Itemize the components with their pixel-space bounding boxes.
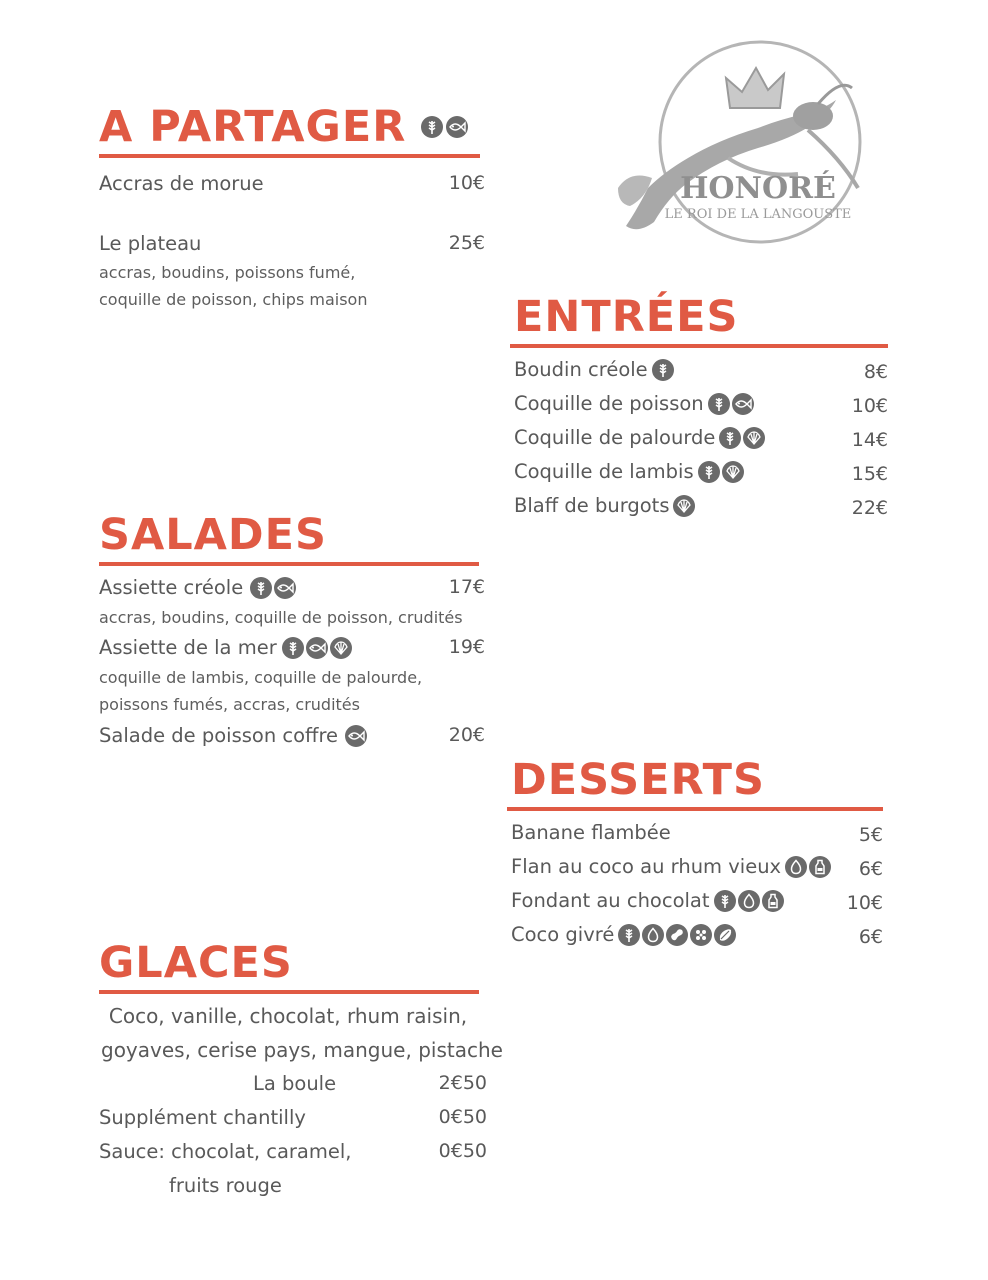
item-label: Coquille de poisson (514, 392, 704, 415)
glaces-flavors: Coco, vanille, chocolat, rhum raisin, (108, 1004, 468, 1028)
item-description: poissons fumés, accras, crudités (99, 695, 360, 714)
shell-icon (673, 495, 695, 517)
item-name (511, 855, 831, 878)
item-label: Coquille de lambis (514, 460, 694, 483)
wheat-icon (698, 461, 720, 483)
egg-icon (785, 856, 807, 878)
item-name: La boule (253, 1072, 337, 1095)
item-price: 25€ (448, 232, 485, 254)
section-rule (99, 562, 479, 566)
wheat-icon (421, 116, 443, 138)
item-price: 0€50 (438, 1106, 487, 1128)
item-price: 6€ (858, 858, 883, 880)
wheat-icon (719, 427, 741, 449)
logo-tagline: LE ROI DE LA LANGOUSTE (664, 207, 852, 222)
wheat-icon (714, 890, 736, 912)
milk-icon (809, 856, 831, 878)
shell-icon (722, 461, 744, 483)
item-price: 10€ (448, 172, 485, 194)
wheat-icon (282, 637, 304, 659)
item-price: 2€50 (438, 1072, 487, 1094)
item-price: 17€ (448, 576, 485, 598)
item-label: Assiette créole (99, 576, 244, 599)
item-label: Assiette de la mer (99, 636, 277, 659)
item-name (514, 494, 695, 517)
item-price: 22€ (851, 497, 888, 519)
crown-icon (726, 68, 784, 108)
item-name (514, 392, 754, 415)
item-price: 15€ (851, 463, 888, 485)
glaces-flavors: goyaves, cerise pays, mangue, pistache (101, 1038, 503, 1062)
item-name (99, 576, 296, 599)
fish-icon (345, 725, 367, 747)
section-title: SALADES (99, 510, 327, 560)
item-label: Boudin créole (514, 358, 648, 381)
section-salades (99, 510, 485, 760)
wheat-icon (618, 924, 640, 946)
item-label: Banane flambée (511, 821, 671, 844)
wheat-icon (250, 577, 272, 599)
section-title: ENTRÉES (514, 292, 739, 342)
wheat-icon (708, 393, 730, 415)
item-price: 8€ (863, 361, 888, 383)
soy-icon (714, 924, 736, 946)
item-name: Supplément chantilly (99, 1106, 306, 1129)
item-description: coquille de poisson, chips maison (99, 290, 368, 309)
item-description: accras, boudins, coquille de poisson, crudités (99, 608, 463, 627)
item-name (99, 724, 367, 747)
fish-icon (306, 637, 328, 659)
fish-icon (732, 393, 754, 415)
item-name (511, 923, 736, 946)
item-label: Flan au coco au rhum vieux (511, 855, 782, 878)
item-description: coquille de lambis, coquille de palourde, (99, 668, 423, 687)
section-rule (507, 807, 883, 811)
item-label: Coco givré (511, 923, 615, 946)
item-price: 10€ (846, 892, 883, 914)
item-label: Salade de poisson coffre (99, 724, 339, 747)
item-price: 5€ (858, 824, 883, 846)
item-name (99, 636, 352, 659)
item-name: Sauce: chocolat, caramel, (99, 1140, 352, 1163)
section-a-partager (99, 102, 485, 322)
egg-icon (738, 890, 760, 912)
section-rule (99, 154, 480, 158)
item-label: Coquille de palourde (514, 426, 716, 449)
honore-logo (608, 38, 870, 250)
item-price: 20€ (448, 724, 485, 746)
shell-icon (743, 427, 765, 449)
section-entrees (514, 292, 888, 532)
peanut-icon (666, 924, 688, 946)
item-name: fruits rouge (169, 1174, 282, 1197)
shell-icon (330, 637, 352, 659)
milk-icon (762, 890, 784, 912)
item-label: Blaff de burgots (514, 494, 670, 517)
item-price: 19€ (448, 636, 485, 658)
section-title: GLACES (99, 938, 293, 988)
item-description: accras, boudins, poissons fumé, (99, 263, 356, 282)
item-name: Accras de morue (99, 172, 264, 195)
egg-icon (642, 924, 664, 946)
item-name: Le plateau (99, 232, 202, 255)
wheat-icon (652, 359, 674, 381)
section-rule (510, 344, 888, 348)
item-price: 10€ (851, 395, 888, 417)
item-name (514, 358, 674, 381)
item-name (514, 426, 765, 449)
fish-icon (274, 577, 296, 599)
item-price: 0€50 (438, 1140, 487, 1162)
logo-name: HONORÉ (680, 171, 836, 206)
section-glaces (99, 938, 503, 1208)
nuts-icon (690, 924, 712, 946)
section-title: DESSERTS (511, 755, 765, 805)
item-name (511, 889, 784, 912)
item-name (511, 821, 673, 844)
section-title: A PARTAGER (99, 102, 407, 152)
fish-icon (446, 116, 468, 138)
section-rule (99, 990, 479, 994)
item-label: Fondant au chocolat (511, 889, 710, 912)
item-price: 6€ (858, 926, 883, 948)
section-desserts (511, 755, 883, 955)
item-name (514, 460, 744, 483)
item-price: 14€ (851, 429, 888, 451)
